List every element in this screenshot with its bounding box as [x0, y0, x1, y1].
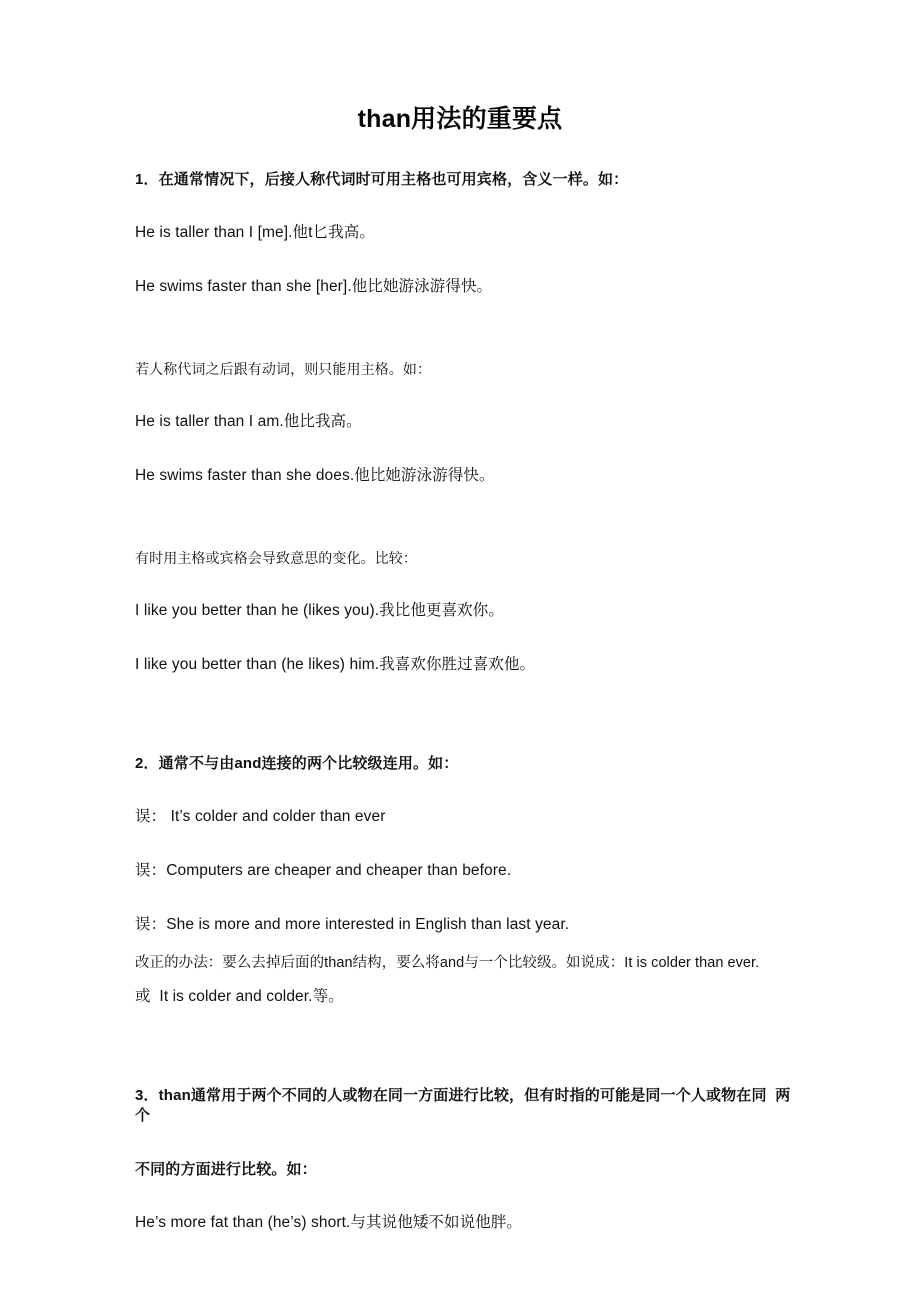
spacer [135, 973, 800, 987]
spacer [135, 244, 800, 277]
spacer [135, 622, 800, 655]
section-1-example-1: He is taller than I [me].他t匕我高。 [135, 224, 375, 242]
section-3-heading-line-1: 3．than通常用于两个不同的人或物在同一方面进行比较，但有时指的可能是同一个人或物在同 两个 [135, 1087, 791, 1125]
section-1-note-2-example-1: I like you better than he (likes you).我比他更喜欢你。 [135, 601, 504, 619]
spacer [135, 1180, 800, 1213]
spacer [135, 936, 800, 954]
section-2-wrong-example-2: 误：Computers are cheaper and cheaper than before. [135, 861, 512, 879]
spacer [135, 676, 800, 754]
spacer [135, 379, 800, 412]
page-title: than用法的重要点 [357, 105, 563, 133]
spacer [135, 1127, 800, 1160]
document-body [135, 170, 800, 1234]
section-2-correction-continued: 或 It is colder and colder.等。 [135, 988, 344, 1006]
section-2-correction: 改正的办法：要么去掉后面的than结构，要么将and与一个比较级。如说成：It is colder than ever. [135, 954, 760, 971]
section-2-wrong-example-3: 误：She is more and more interested in English than last year. [135, 915, 570, 933]
spacer [135, 487, 800, 549]
spacer [135, 298, 800, 360]
spacer [135, 1008, 800, 1086]
spacer [135, 774, 800, 807]
section-1-heading: 1．在通常情况下，后接人称代词时可用主格也可用宾格，含义一样。如： [135, 171, 629, 188]
spacer [135, 433, 800, 466]
section-3-heading-line-2: 不同的方面进行比较。如： [135, 1160, 317, 1178]
spacer [135, 190, 800, 223]
spacer [135, 568, 800, 601]
section-1-example-2: He swims faster than she [her].他比她游泳游得快。 [135, 278, 493, 296]
section-1-note-1-example-1: He is taller than I am.他比我高。 [135, 412, 362, 430]
spacer [135, 828, 800, 861]
section-1-note-2: 有时用主格或宾格会导致意思的变化。比较： [135, 549, 417, 566]
section-1-note-1-example-2: He swims faster than she does.他比她游泳游得快。 [135, 466, 495, 484]
section-2-heading: 2．通常不与由and连接的两个比较级连用。如： [135, 754, 459, 772]
section-1-note-2-example-2: I like you better than (he likes) him.我喜欢你胜过喜欢他。 [135, 655, 536, 673]
spacer [135, 882, 800, 915]
section-2-wrong-example-1: 误： It’s colder and colder than ever [135, 807, 386, 825]
section-3-example-1: He’s more fat than (he’s) short.与其说他矮不如说他胖。 [135, 1213, 523, 1231]
section-1-note-1: 若人称代词之后跟有动词，则只能用主格。如： [135, 361, 432, 378]
